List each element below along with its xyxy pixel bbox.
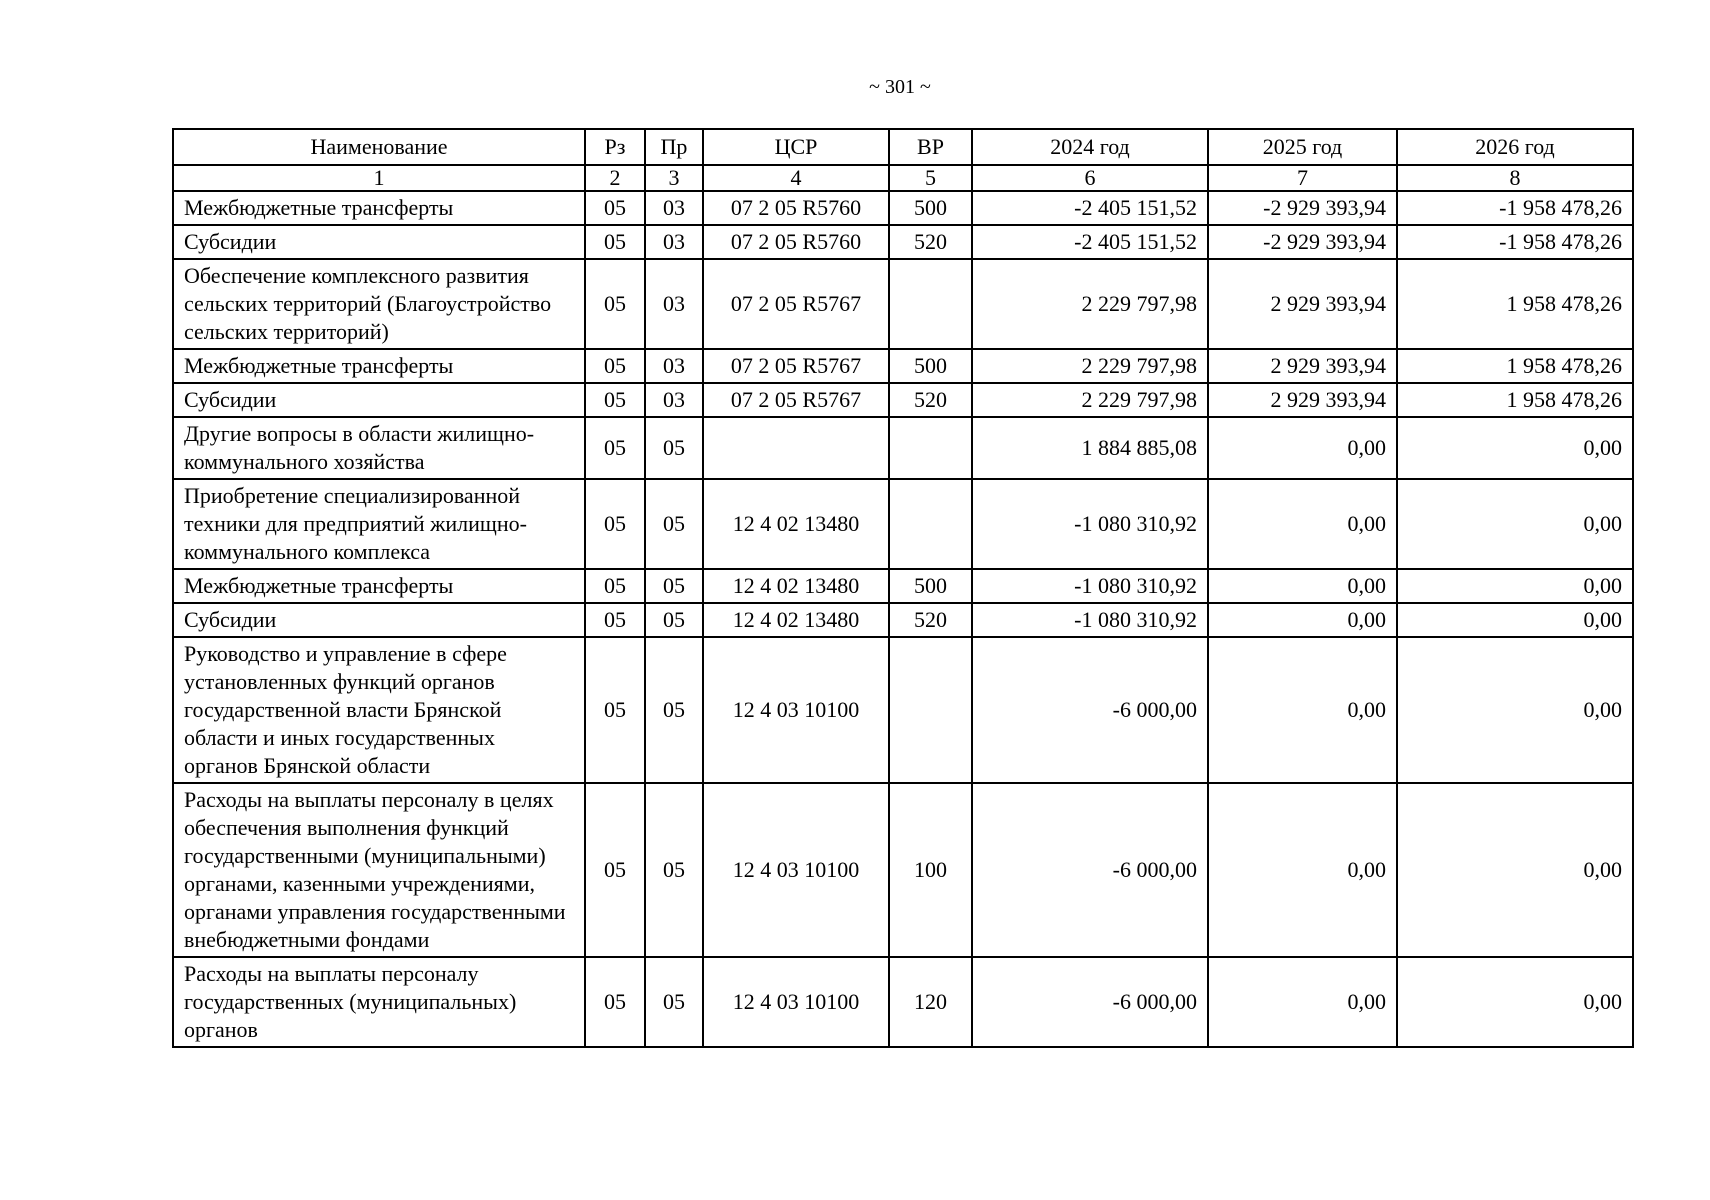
cell-csr: 07 2 05 R5767 <box>703 383 889 417</box>
cell-csr: 12 4 02 13480 <box>703 603 889 637</box>
budget-table <box>172 128 1634 1048</box>
cell-2024: -6 000,00 <box>972 957 1208 1047</box>
cell-2026: 0,00 <box>1397 957 1633 1047</box>
cell-2024: -2 405 151,52 <box>972 191 1208 225</box>
cell-2024: -2 405 151,52 <box>972 225 1208 259</box>
cell-csr: 07 2 05 R5767 <box>703 259 889 349</box>
cell-pr: 03 <box>645 225 703 259</box>
cell-name: Межбюджетные трансферты <box>173 349 585 383</box>
table-row <box>173 383 1633 417</box>
table-row <box>173 259 1633 349</box>
cell-pr: 05 <box>645 603 703 637</box>
cell-2024: 2 229 797,98 <box>972 383 1208 417</box>
cell-2024: -6 000,00 <box>972 783 1208 957</box>
cell-csr: 07 2 05 R5767 <box>703 349 889 383</box>
cell-vr <box>889 259 972 349</box>
column-number: 4 <box>703 165 889 191</box>
table-row <box>173 191 1633 225</box>
cell-pr: 05 <box>645 479 703 569</box>
cell-rz: 05 <box>585 603 645 637</box>
cell-pr: 05 <box>645 569 703 603</box>
cell-2026: 0,00 <box>1397 479 1633 569</box>
cell-2024: 2 229 797,98 <box>972 259 1208 349</box>
table-row <box>173 479 1633 569</box>
header-name: Наименование <box>173 129 585 165</box>
cell-2025: 0,00 <box>1208 957 1397 1047</box>
cell-2026: -1 958 478,26 <box>1397 191 1633 225</box>
cell-2024: -1 080 310,92 <box>972 479 1208 569</box>
table-row <box>173 225 1633 259</box>
cell-csr: 07 2 05 R5760 <box>703 225 889 259</box>
cell-2025: 2 929 393,94 <box>1208 383 1397 417</box>
cell-rz: 05 <box>585 569 645 603</box>
cell-vr <box>889 479 972 569</box>
cell-2026: 1 958 478,26 <box>1397 259 1633 349</box>
header-rz: Рз <box>585 129 645 165</box>
cell-csr: 07 2 05 R5760 <box>703 191 889 225</box>
header-csr: ЦСР <box>703 129 889 165</box>
cell-vr: 500 <box>889 349 972 383</box>
cell-vr: 520 <box>889 603 972 637</box>
cell-rz: 05 <box>585 349 645 383</box>
cell-2026: 0,00 <box>1397 783 1633 957</box>
cell-2026: 1 958 478,26 <box>1397 349 1633 383</box>
cell-pr: 05 <box>645 957 703 1047</box>
table-body <box>173 191 1633 1047</box>
cell-csr: 12 4 02 13480 <box>703 569 889 603</box>
header-2025: 2025 год <box>1208 129 1397 165</box>
table-row <box>173 637 1633 783</box>
cell-2025: -2 929 393,94 <box>1208 225 1397 259</box>
cell-vr: 500 <box>889 569 972 603</box>
table-row <box>173 603 1633 637</box>
column-number: 5 <box>889 165 972 191</box>
cell-2025: 2 929 393,94 <box>1208 349 1397 383</box>
column-number: 1 <box>173 165 585 191</box>
cell-name: Другие вопросы в области жилищно-коммунального хозяйства <box>173 417 585 479</box>
cell-name: Субсидии <box>173 603 585 637</box>
cell-pr: 05 <box>645 417 703 479</box>
cell-name: Расходы на выплаты персоналу в целях обеспечения выполнения функций государственными (муниципальными) органами, казенными учреждениями, органами управления государственными внебюджетными фондами <box>173 783 585 957</box>
cell-name: Руководство и управление в сфере установленных функций органов государственной власти Брянской области и иных государственных органов Брянской области <box>173 637 585 783</box>
header-2026: 2026 год <box>1397 129 1633 165</box>
table-row <box>173 349 1633 383</box>
cell-rz: 05 <box>585 191 645 225</box>
cell-rz: 05 <box>585 783 645 957</box>
cell-2025: 0,00 <box>1208 637 1397 783</box>
cell-2025: 0,00 <box>1208 569 1397 603</box>
cell-rz: 05 <box>585 383 645 417</box>
cell-rz: 05 <box>585 259 645 349</box>
cell-name: Обеспечение комплексного развития сельских территорий (Благоустройство сельских территорий) <box>173 259 585 349</box>
table-row <box>173 417 1633 479</box>
cell-2024: 2 229 797,98 <box>972 349 1208 383</box>
cell-2026: 0,00 <box>1397 603 1633 637</box>
cell-rz: 05 <box>585 479 645 569</box>
cell-pr: 05 <box>645 783 703 957</box>
cell-vr <box>889 417 972 479</box>
cell-csr: 12 4 03 10100 <box>703 957 889 1047</box>
cell-name: Субсидии <box>173 383 585 417</box>
column-number: 8 <box>1397 165 1633 191</box>
cell-csr: 12 4 03 10100 <box>703 783 889 957</box>
cell-vr: 100 <box>889 783 972 957</box>
table-row <box>173 569 1633 603</box>
column-number: 2 <box>585 165 645 191</box>
cell-name: Приобретение специализированной техники для предприятий жилищно-коммунального комплекса <box>173 479 585 569</box>
cell-pr: 03 <box>645 349 703 383</box>
cell-rz: 05 <box>585 225 645 259</box>
cell-vr: 520 <box>889 383 972 417</box>
cell-rz: 05 <box>585 637 645 783</box>
cell-2026: 0,00 <box>1397 417 1633 479</box>
cell-pr: 03 <box>645 191 703 225</box>
cell-csr: 12 4 03 10100 <box>703 637 889 783</box>
cell-2026: 0,00 <box>1397 569 1633 603</box>
cell-vr: 500 <box>889 191 972 225</box>
column-number: 7 <box>1208 165 1397 191</box>
cell-2024: -6 000,00 <box>972 637 1208 783</box>
header-pr: Пр <box>645 129 703 165</box>
cell-2026: -1 958 478,26 <box>1397 225 1633 259</box>
header-vr: ВР <box>889 129 972 165</box>
cell-csr <box>703 417 889 479</box>
header-2024: 2024 год <box>972 129 1208 165</box>
cell-pr: 03 <box>645 259 703 349</box>
table-row <box>173 957 1633 1047</box>
cell-name: Межбюджетные трансферты <box>173 191 585 225</box>
page-number: ~ 301 ~ <box>869 76 931 98</box>
cell-rz: 05 <box>585 957 645 1047</box>
cell-2025: -2 929 393,94 <box>1208 191 1397 225</box>
cell-2024: 1 884 885,08 <box>972 417 1208 479</box>
cell-vr: 120 <box>889 957 972 1047</box>
cell-2026: 1 958 478,26 <box>1397 383 1633 417</box>
cell-name: Расходы на выплаты персоналу государственных (муниципальных) органов <box>173 957 585 1047</box>
cell-vr <box>889 637 972 783</box>
table-row <box>173 783 1633 957</box>
column-number: 3 <box>645 165 703 191</box>
cell-2025: 0,00 <box>1208 417 1397 479</box>
header-row <box>173 129 1633 165</box>
cell-name: Межбюджетные трансферты <box>173 569 585 603</box>
column-number-row <box>173 165 1633 191</box>
cell-2025: 0,00 <box>1208 479 1397 569</box>
cell-pr: 03 <box>645 383 703 417</box>
cell-pr: 05 <box>645 637 703 783</box>
cell-2024: -1 080 310,92 <box>972 603 1208 637</box>
column-number: 6 <box>972 165 1208 191</box>
cell-2025: 0,00 <box>1208 603 1397 637</box>
cell-2026: 0,00 <box>1397 637 1633 783</box>
cell-vr: 520 <box>889 225 972 259</box>
cell-2025: 2 929 393,94 <box>1208 259 1397 349</box>
cell-name: Субсидии <box>173 225 585 259</box>
cell-2025: 0,00 <box>1208 783 1397 957</box>
cell-csr: 12 4 02 13480 <box>703 479 889 569</box>
cell-2024: -1 080 310,92 <box>972 569 1208 603</box>
cell-rz: 05 <box>585 417 645 479</box>
